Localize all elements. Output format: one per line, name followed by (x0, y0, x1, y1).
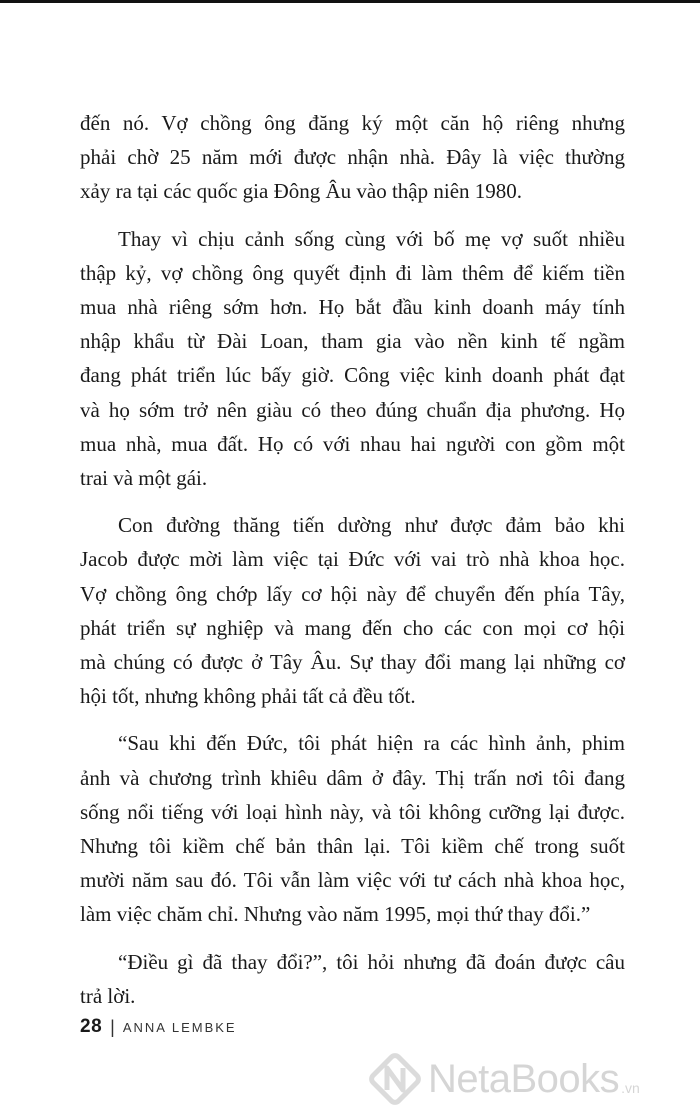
watermark-brand: NetaBooks (428, 1056, 620, 1101)
text-line: làm việc chăm chỉ. Nhưng vào năm 1995, mọi thứ thay đổi.” (80, 902, 591, 927)
text-line: thập kỷ, vợ chồng ông quyết định đi làm thêm để kiếm tiền (80, 260, 625, 285)
text-line: “Sau khi đến Đức, tôi phát hiện ra các hình ảnh, phim (118, 731, 625, 756)
text-line: đến nó. Vợ chồng ông đăng ký một căn hộ riêng nhưng (80, 111, 625, 135)
text-line: phát triển sự nghiệp và mang đến cho các con mọi cơ hội (80, 615, 625, 640)
text-line: mười năm sau đó. Tôi vẫn làm việc với tư cách nhà khoa học, (80, 868, 625, 893)
text-line: trả lời. (80, 983, 136, 1008)
text-line: hội tốt, nhưng không phải tất cả đều tốt. (80, 684, 416, 709)
running-head-author: ANNA LEMBKE (122, 1019, 237, 1035)
text-line: Jacob được mời làm việc tại Đức với vai trò nhà khoa học. (80, 547, 625, 572)
text-line: Nhưng tôi kiềm chế bản thân lại. Tôi kiềm chế trong suốt (80, 834, 625, 859)
paragraph-3 (80, 508, 625, 713)
paragraph-1 (80, 106, 625, 209)
paragraph-4 (80, 726, 625, 931)
footer-separator: | (110, 1016, 115, 1037)
page-body-text (80, 106, 625, 1026)
top-border-rule (0, 0, 700, 3)
page-footer (80, 1016, 237, 1038)
text-line: mua nhà, mua đất. Họ có với nhau hai người con gồm một (80, 431, 625, 456)
text-line: Con đường thăng tiến dường như được đảm bảo khi (118, 513, 625, 538)
watermark (366, 1050, 640, 1108)
text-line: phải chờ 25 năm mới được nhận nhà. Đây là việc thường (80, 145, 625, 170)
text-line: ảnh và chương trình khiêu dâm ở đây. Thị trấn nơi tôi đang (80, 765, 625, 790)
text-line: mà chúng có được ở Tây Âu. Sự thay đổi mang lại những cơ (80, 650, 625, 675)
paragraph-5 (80, 945, 625, 1013)
text-line: Thay vì chịu cảnh sống cùng với bố mẹ vợ suốt nhiều (118, 226, 625, 251)
text-line: đang phát triển lúc bấy giờ. Công việc kinh doanh phát đạt (80, 363, 625, 388)
text-line: “Điều gì đã thay đổi?”, tôi hỏi nhưng đã đoán được câu (118, 949, 625, 974)
text-line: sống nổi tiếng với loại hình này, và tôi không cưỡng lại được. (80, 799, 625, 824)
text-line: trai và một gái. (80, 466, 208, 491)
text-line: Vợ chồng ông chớp lấy cơ hội này để chuyển đến phía Tây, (80, 581, 625, 606)
text-line: nhập khẩu từ Đài Loan, tham gia vào nền kinh tế ngầm (80, 329, 625, 354)
text-line: xảy ra tại các quốc gia Đông Âu vào thập niên 1980. (80, 179, 523, 204)
text-line: và họ sớm trở nên giàu có theo đúng chuẩn địa phương. Họ (80, 397, 625, 422)
text-line: mua nhà riêng sớm hơn. Họ bắt đầu kinh doanh máy tính (80, 295, 625, 320)
netabooks-logo-icon (366, 1050, 424, 1108)
page-number: 28 (80, 1016, 103, 1037)
paragraph-2 (80, 222, 625, 496)
watermark-suffix: .vn (621, 1080, 640, 1096)
